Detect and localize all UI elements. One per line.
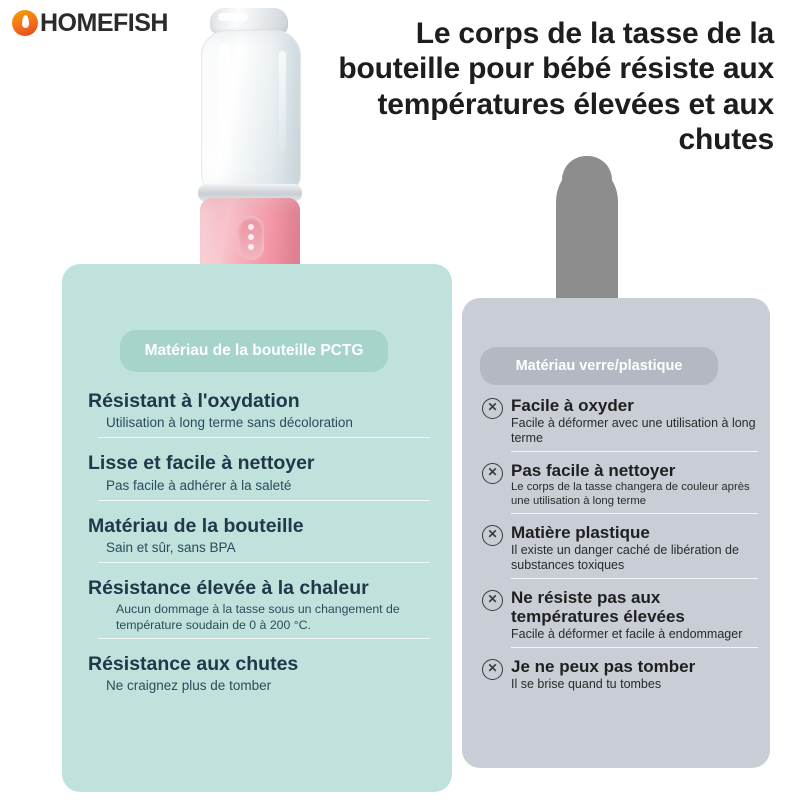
divider bbox=[511, 513, 758, 514]
page-title: Le corps de la tasse de la bouteille pour bébé résiste aux températures élevées et aux chutes bbox=[338, 17, 774, 157]
indicator-dot-icon bbox=[248, 234, 254, 240]
cross-circle-icon: ✕ bbox=[482, 398, 503, 419]
feature-subtitle: Aucun dommage à la tasse sous un changement de température soudain de 0 à 200 °C. bbox=[116, 602, 400, 632]
cross-circle-icon: ✕ bbox=[482, 659, 503, 680]
drawback-subtitle: Facile à déformer avec une utilisation à long terme bbox=[511, 416, 756, 446]
right-feature-list bbox=[482, 396, 758, 701]
feature-subtitle: Utilisation à long terme sans décoloration bbox=[106, 415, 353, 431]
feature-title: Résistant à l'oxydation bbox=[88, 390, 300, 412]
list-item bbox=[482, 657, 758, 692]
drawback-title: Facile à oxyder bbox=[511, 396, 634, 415]
brand-logo bbox=[8, 6, 190, 40]
divider bbox=[511, 578, 758, 579]
drawback-subtitle: Facile à déformer et facile à endommager bbox=[511, 627, 743, 642]
portable-blender-image bbox=[184, 8, 316, 308]
list-item bbox=[482, 461, 758, 514]
list-item bbox=[88, 452, 436, 500]
drawback-title: Matière plastique bbox=[511, 523, 650, 543]
cross-circle-icon: ✕ bbox=[482, 463, 503, 484]
blender-power-button bbox=[238, 216, 264, 260]
divider bbox=[511, 451, 758, 452]
list-item bbox=[88, 653, 436, 695]
list-item bbox=[88, 577, 436, 639]
left-feature-list bbox=[88, 390, 436, 709]
feature-title: Matériau de la bouteille bbox=[88, 514, 304, 537]
drawback-subtitle: Le corps de la tasse changera de couleur après une utilisation à long terme bbox=[511, 481, 750, 507]
feature-title: Résistance aux chutes bbox=[88, 653, 299, 676]
feature-subtitle: Sain et sûr, sans BPA bbox=[106, 540, 236, 556]
feature-subtitle: Ne craignez plus de tomber bbox=[106, 678, 272, 694]
drawback-title: Je ne peux pas tomber bbox=[511, 657, 696, 677]
list-item bbox=[482, 523, 758, 579]
left-panel-badge: Matériau de la bouteille PCTG bbox=[120, 330, 388, 372]
divider bbox=[511, 647, 758, 648]
blender-jar bbox=[201, 30, 301, 192]
feature-title: Résistance élevée à la chaleur bbox=[88, 576, 369, 599]
divider bbox=[98, 500, 430, 501]
list-item bbox=[482, 396, 758, 452]
divider bbox=[98, 562, 430, 563]
flame-icon bbox=[12, 10, 38, 36]
drawback-title: Ne résiste pas aux températures élevées bbox=[511, 588, 685, 627]
cross-circle-icon: ✕ bbox=[482, 525, 503, 546]
drawback-title: Pas facile à nettoyer bbox=[511, 461, 676, 481]
list-item bbox=[88, 390, 436, 438]
right-panel-badge: Matériau verre/plastique bbox=[480, 347, 718, 385]
indicator-dot-icon bbox=[248, 244, 254, 250]
feature-title: Lisse et facile à nettoyer bbox=[88, 452, 315, 475]
brand-logo-text: HOMEFISH bbox=[40, 8, 168, 37]
drawback-subtitle: Il existe un danger caché de libération de substances toxiques bbox=[511, 543, 739, 573]
list-item bbox=[482, 588, 758, 648]
feature-subtitle: Pas facile à adhérer à la saleté bbox=[106, 477, 292, 493]
list-item bbox=[88, 515, 436, 563]
divider bbox=[98, 437, 430, 438]
divider bbox=[98, 638, 430, 639]
indicator-dot-icon bbox=[248, 224, 254, 230]
drawback-subtitle: Il se brise quand tu tombes bbox=[511, 677, 662, 692]
cross-circle-icon: ✕ bbox=[482, 590, 503, 611]
